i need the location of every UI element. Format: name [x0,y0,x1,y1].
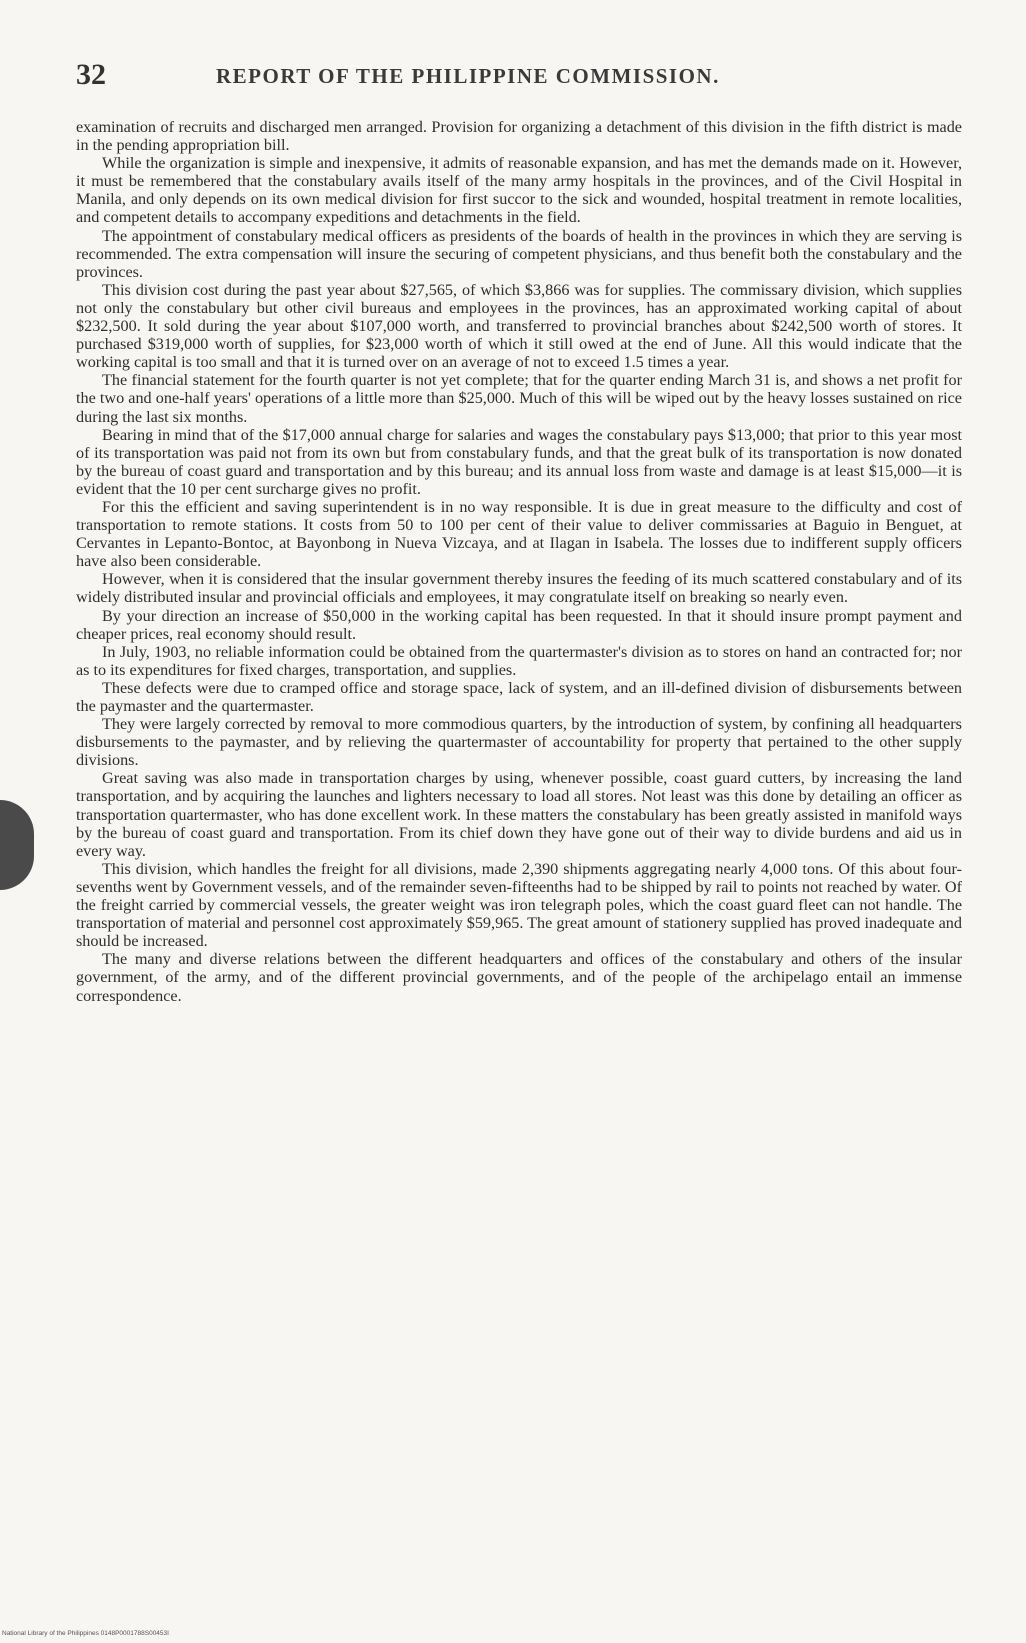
paragraph: While the organization is simple and inexpensive, it admits of reasonable expansion, and has met the demands made on it. However, it must be remembered that the constabulary avails itself of the many army hospitals in the provinces, and of the Civil Hospital in Manila, and only depends on its own medical division for first succor to the sick and wounded, hospital treatment in remote localities, and competent details to accompany expeditions and detachments in the field. [76,154,962,227]
body-text [76,118,962,1005]
paragraph: However, when it is considered that the insular government thereby insures the feeding of its much scattered constabulary and of its widely distributed insular and provincial officials and employees, it may congratulate itself on breaking so nearly even. [76,570,962,607]
paragraph: Bearing in mind that of the $17,000 annual charge for salaries and wages the constabulary pays $13,000; that prior to this year most of its transportation was paid not from its own but from constabulary funds, and that the great bulk of its transportation is now donated by the bureau of coast guard and transportation and by this bureau; and its annual loss from waste and damage is at least $15,000—it is evident that the 10 per cent surcharge gives no profit. [76,425,962,498]
paragraph: The appointment of constabulary medical officers as presidents of the boards of health in the provinces in which they are serving is recommended. The extra compensation will insure the securing of competent physicians, and thus benefit both the constabulary and the provinces. [76,226,962,281]
running-title: REPORT OF THE PHILIPPINE COMMISSION. [216,64,720,88]
paragraph: This division cost during the past year about $27,565, of which $3,866 was for supplies. The commissary division, which supplies not only the constabulary but other civil bureaus and employees in the provinces, has an approximated working capital of about $232,500. It sold during the year about $107,000 worth, and transferred to provincial branches about $242,500 worth of stores. It purchased $319,000 worth of supplies, for $23,000 worth of which it still owed at the end of June. All this would indicate that the working capital is too small and that it is turned over on an average of not to exceed 1.5 times a year. [76,280,962,372]
binding-shadow [0,800,34,890]
paragraph: By your direction an increase of $50,000 in the working capital has been requested. In that it should insure prompt payment and cheaper prices, real economy should result. [76,606,962,643]
paragraph: They were largely corrected by removal to more commodious quarters, by the introduction of system, by confining all headquarters disbursements to the paymaster, and by relieving the quartermaster of accountability for property that pertained to the other supply divisions. [76,715,962,770]
paragraph: The financial statement for the fourth quarter is not yet complete; that for the quarter ending March 31 is, and shows a net profit for the two and one-half years' operations of a little more than $25,000. Much of this will be wiped out by the heavy losses sustained on rice during the last six months. [76,371,962,426]
paragraph: examination of recruits and discharged men arranged. Provision for organizing a detachment of this division in the fifth district is made in the pending appropriation bill. [76,118,962,155]
page-header [76,58,956,98]
page-number: 32 [76,58,106,91]
paragraph: This division, which handles the freight for all divisions, made 2,390 shipments aggregating nearly 4,000 tons. Of this about four-sevenths went by Government vessels, and of the remainder seven-fifteenths had to be shipped by rail to points not reached by water. Of the freight carried by commercial vessels, the greater weight was iron telegraph poles, which the coast guard fleet can not handle. The transportation of material and personnel cost approximately $59,965. The great amount of stationery supplied has proved inadequate and should be increased. [76,859,962,951]
paragraph: For this the efficient and saving superintendent is in no way responsible. It is due in great measure to the difficulty and cost of transportation to remote stations. It costs from 50 to 100 per cent of their value to deliver commissaries at Baguio in Benguet, at Cervantes in Lepanto-Bontoc, at Bayonbong in Nueva Vizcaya, and at Ilagan in Isabela. The losses due to indifferent supply officers have also been considerable. [76,497,962,571]
paragraph: In July, 1903, no reliable information could be obtained from the quartermaster's division as to stores on hand an contracted for; nor as to its expenditures for fixed charges, transportation, and supplies. [76,642,962,679]
library-stamp: National Library of the Philippines 0148P0001788S00453I [2,1630,169,1637]
paragraph: The many and diverse relations between the different headquarters and offices of the constabulary and others of the insular government, of the army, and of the different provincial governments, and of the people of the archipelago entail an immense correspondence. [76,950,962,1005]
paragraph: These defects were due to cramped office and storage space, lack of system, and an ill-defined division of disbursements between the paymaster and the quartermaster. [76,678,962,715]
paragraph: Great saving was also made in transportation charges by using, whenever possible, coast guard cutters, by increasing the land transportation, and by acquiring the launches and lighters necessary to load all stores. Not least was this done by detailing an officer as transportation quartermaster, who has done excellent work. In these matters the constabulary has been greatly assisted in manifold ways by the bureau of coast guard and transportation. From its chief down they have gone out of their way to divide burdens and aid us in every way. [76,769,962,860]
